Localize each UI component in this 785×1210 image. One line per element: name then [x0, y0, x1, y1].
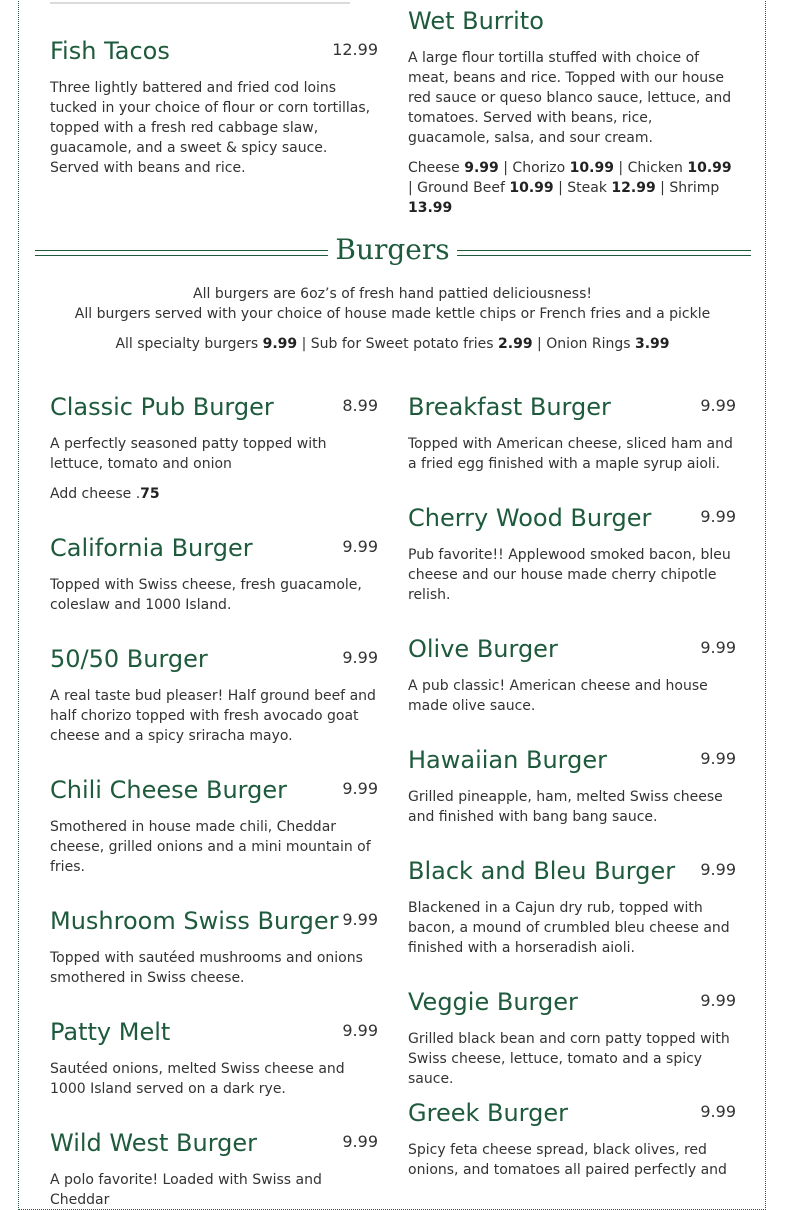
item-name: California Burger — [50, 534, 253, 562]
item-name: Greek Burger — [408, 1099, 568, 1127]
burgers-intro-line1: All burgers are 6oz’s of fresh hand pattied deliciousness! — [193, 286, 592, 302]
menu-item-wild-west-burger — [50, 1128, 380, 1210]
specialty-price: 9.99 — [262, 336, 298, 352]
menu-item-breakfast-burger — [408, 392, 738, 474]
item-price: 12.99 — [332, 40, 378, 59]
menu-item-chili-cheese-burger — [50, 775, 380, 877]
section-title-burgers: Burgers — [335, 233, 450, 266]
item-name: Fish Tacos — [50, 37, 170, 65]
item-description: Grilled black bean and corn patty topped with Swiss cheese, lettuce, tomato and a spicy sauce. — [408, 1031, 730, 1087]
item-name: Cherry Wood Burger — [408, 504, 652, 532]
item-price: 9.99 — [700, 749, 736, 768]
item-addon — [50, 484, 380, 504]
cut-off-previous-item — [50, 0, 350, 4]
sub-price: 2.99 — [498, 336, 533, 352]
item-description: Grilled pineapple, ham, melted Swiss cheese and finished with bang bang sauce. — [408, 789, 723, 825]
item-description: Topped with Swiss cheese, fresh guacamole, coleslaw and 1000 Island. — [50, 577, 362, 613]
item-price: 9.99 — [700, 991, 736, 1010]
option-price: 10.99 — [687, 160, 732, 176]
menu-item-greek-burger — [408, 1098, 738, 1180]
option-price: 12.99 — [611, 180, 656, 196]
burgers-intro-line2: All burgers served with your choice of house made kettle chips or French fries and a pickle — [74, 306, 711, 322]
item-description: Smothered in house made chili, Cheddar cheese, grilled onions and a mini mountain of fries. — [50, 819, 371, 875]
menu-item-veggie-burger — [408, 987, 738, 1089]
item-price: 9.99 — [342, 1021, 378, 1040]
item-name: Wet Burrito — [408, 7, 544, 35]
option-label: Ground Beef — [417, 180, 505, 196]
item-name: 50/50 Burger — [50, 645, 208, 673]
item-name: Mushroom Swiss Burger — [50, 907, 339, 935]
addon-label: Add cheese . — [50, 486, 141, 502]
item-price: 9.99 — [700, 396, 736, 415]
sub-label: Sub for Sweet potato fries — [310, 336, 494, 352]
menu-item-50-50-burger — [50, 644, 380, 746]
item-name: Chili Cheese Burger — [50, 776, 287, 804]
burgers-pricing-line: All specialty burgers 9.99 | Sub for Sweet potato fries 2.99 | Onion Rings 3.99 — [115, 336, 670, 352]
item-price: 9.99 — [342, 779, 378, 798]
item-description: Sautéed onions, melted Swiss cheese and 1000 Island served on a dark rye. — [50, 1061, 345, 1097]
rings-price: 3.99 — [635, 336, 670, 352]
item-name: Black and Bleu Burger — [408, 857, 676, 885]
menu-item-classic-pub-burger — [50, 392, 380, 504]
item-description: Blackened in a Cajun dry rub, topped with bacon, a mound of crumbled bleu cheese and finished with a horseradish aioli. — [408, 900, 730, 956]
item-name: Olive Burger — [408, 635, 558, 663]
menu-item-fish-tacos — [50, 36, 380, 178]
item-name: Patty Melt — [50, 1018, 171, 1046]
menu-item-patty-melt — [50, 1017, 380, 1099]
item-price: 9.99 — [342, 910, 378, 929]
item-description: Topped with American cheese, sliced ham and a fried egg finished with a maple syrup aioli. — [408, 436, 733, 472]
item-options: Cheese 9.99 | Chorizo 10.99 | Chicken 10.99 | Ground Beef 10.99 | Steak 12.99 | Shrimp 13.99 — [408, 160, 732, 216]
option-label: Chicken — [627, 160, 683, 176]
item-description: A real taste bud pleaser! Half ground beef and half chorizo topped with fresh avocado goat cheese and a spicy sriracha mayo. — [50, 688, 376, 744]
item-name: Wild West Burger — [50, 1129, 258, 1157]
option-price: 9.99 — [464, 160, 499, 176]
item-name: Breakfast Burger — [408, 393, 611, 421]
item-description: Spicy feta cheese spread, black olives, red onions, and tomatoes all paired perfectly and — [408, 1142, 727, 1178]
rings-label: Onion Rings — [546, 336, 631, 352]
option-price: 13.99 — [408, 200, 453, 216]
item-price: 9.99 — [700, 638, 736, 657]
menu-item-black-and-bleu-burger — [408, 856, 738, 958]
item-price: 9.99 — [342, 1132, 378, 1151]
item-price: 9.99 — [700, 507, 736, 526]
item-name: Veggie Burger — [408, 988, 578, 1016]
item-price: 8.99 — [342, 396, 378, 415]
item-name: Hawaiian Burger — [408, 746, 607, 774]
menu-item-hawaiian-burger — [408, 745, 738, 827]
option-price: 10.99 — [569, 160, 614, 176]
item-description: A polo favorite! Loaded with Swiss and Cheddar — [50, 1172, 322, 1208]
option-label: Cheese — [408, 160, 460, 176]
item-name: Classic Pub Burger — [50, 393, 274, 421]
option-label: Chorizo — [512, 160, 566, 176]
item-description: A perfectly seasoned patty topped with lettuce, tomato and onion — [50, 436, 327, 472]
item-price: 9.99 — [700, 1102, 736, 1121]
addon-price: 75 — [140, 486, 160, 502]
item-description: Pub favorite!! Applewood smoked bacon, bleu cheese and our house made cherry chipotle relish. — [408, 547, 731, 603]
item-price: 9.99 — [342, 648, 378, 667]
menu-item-wet-burrito — [408, 6, 738, 218]
item-price: 9.99 — [342, 537, 378, 556]
item-description: A large flour tortilla stuffed with choice of meat, beans and rice. Topped with our house red sauce or queso blanco sauce, lettuce, and tomatoes. Served with beans, rice, guacamole, salsa, and sour cream. — [408, 50, 732, 146]
item-description: A pub classic! American cheese and house made olive sauce. — [408, 678, 708, 714]
menu-item-california-burger — [50, 533, 380, 615]
menu-item-cherry-wood-burger — [408, 503, 738, 605]
option-price: 10.99 — [509, 180, 554, 196]
item-description: Three lightly battered and fried cod loins tucked in your choice of flour or corn tortillas, topped with a fresh red cabbage slaw, guacamole, and a sweet & spicy sauce. Served with beans and rice. — [50, 80, 371, 176]
item-description: Topped with sautéed mushrooms and onions smothered in Swiss cheese. — [50, 950, 363, 986]
specialty-label: All specialty burgers — [115, 336, 259, 352]
item-price: 9.99 — [700, 860, 736, 879]
option-label: Shrimp — [669, 180, 720, 196]
option-label: Steak — [567, 180, 607, 196]
menu-item-mushroom-swiss-burger — [50, 906, 380, 988]
menu-item-olive-burger — [408, 634, 738, 716]
